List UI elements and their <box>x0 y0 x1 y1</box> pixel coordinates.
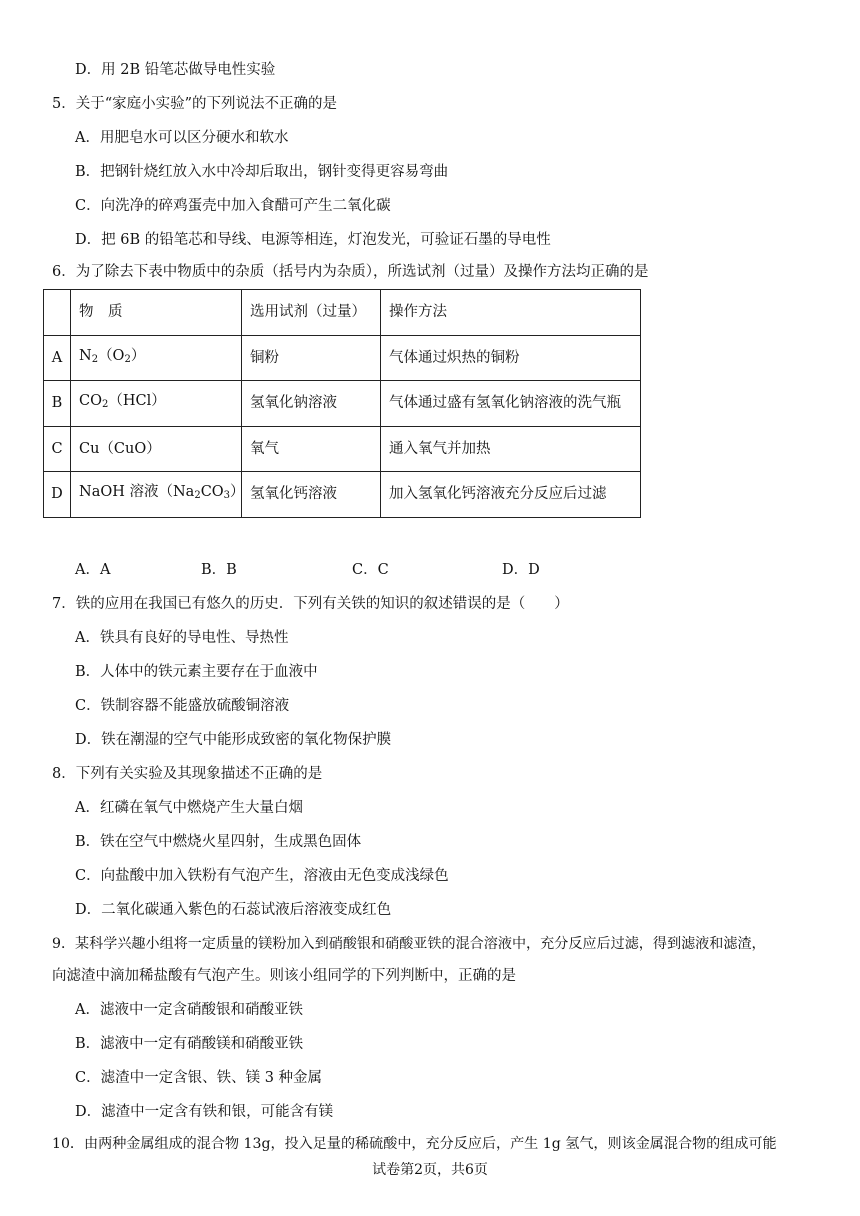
q9-option-a: A．滤液中一定含硝酸银和硝酸亚铁 <box>75 1002 303 1018</box>
table-header-method: 操作方法 <box>381 290 641 336</box>
q8-option-c: C．向盐酸中加入铁粉有气泡产生，溶液由无色变成浅绿色 <box>75 868 449 884</box>
row-reagent: 铜粉 <box>242 335 381 381</box>
row-reagent: 氧气 <box>242 426 381 472</box>
q10-stem: 10．由两种金属组成的混合物 13g，投入足量的稀硫酸中，充分反应后，产生 1g 氢气，则该金属混合物的组成可能 <box>52 1136 777 1152</box>
q6-answer-b: B．B <box>201 562 237 578</box>
table-row <box>44 472 641 518</box>
q5-option-a: A．用肥皂水可以区分硬水和软水 <box>75 130 289 146</box>
table-row <box>44 426 641 472</box>
q9-stem-line1: 9．某科学兴趣小组将一定质量的镁粉加入到硝酸银和硝酸亚铁的混合溶液中，充分反应后过滤，得到滤液和滤渣， <box>52 936 766 952</box>
q6-table <box>43 289 641 518</box>
q7-option-b: B．人体中的铁元素主要存在于血液中 <box>75 664 318 680</box>
q9-option-d: D．滤渣中一定含有铁和银，可能含有镁 <box>75 1104 334 1120</box>
q7-option-c: C．铁制容器不能盛放硫酸铜溶液 <box>75 698 290 714</box>
table-row <box>44 381 641 427</box>
q8-option-b: B．铁在空气中燃烧火星四射，生成黑色固体 <box>75 834 362 850</box>
row-id: A <box>44 335 71 381</box>
q7-option-a: A．铁具有良好的导电性、导热性 <box>75 630 289 646</box>
q6-answer-a: A．A <box>75 562 111 578</box>
q6-answer-c: C．C <box>352 562 389 578</box>
q5-stem: 5．关于“家庭小实验”的下列说法不正确的是 <box>52 96 338 112</box>
row-substance: NaOH 溶液$(Na_2CO_3)$ <box>71 472 242 518</box>
table-header-substance: 物 质 <box>71 290 242 336</box>
table-row <box>44 335 641 381</box>
q6-answer-d: D．D <box>502 562 540 578</box>
row-substance: Cu（CuO） <box>71 426 242 472</box>
q8-option-a: A．红磷在氧气中燃烧产生大量白烟 <box>75 800 303 816</box>
row-method: 气体通过盛有氢氧化钠溶液的洗气瓶 <box>381 381 641 427</box>
row-id: B <box>44 381 71 427</box>
row-substance: $N_2(O_2)$ <box>71 335 242 381</box>
row-method: 通入氧气并加热 <box>381 426 641 472</box>
page-footer: 试卷第2页，共6页 <box>372 1162 488 1178</box>
q5-option-b: B．把钢针烧红放入水中冷却后取出，钢针变得更容易弯曲 <box>75 164 449 180</box>
q5-option-d: D．把 6B 的铅笔芯和导线、电源等相连，灯泡发光，可验证石墨的导电性 <box>75 232 551 248</box>
row-method: 气体通过炽热的铜粉 <box>381 335 641 381</box>
row-id: D <box>44 472 71 518</box>
table-header-reagent: 选用试剂（过量） <box>242 290 381 336</box>
q5-option-c: C．向洗净的碎鸡蛋壳中加入食醋可产生二氧化碳 <box>75 198 391 214</box>
q8-stem: 8．下列有关实验及其现象描述不正确的是 <box>52 766 323 782</box>
table-header-row <box>44 290 641 336</box>
q4-option-d: D．用 2B 铅笔芯做导电性实验 <box>75 62 276 78</box>
row-id: C <box>44 426 71 472</box>
q7-option-d: D．铁在潮湿的空气中能形成致密的氧化物保护膜 <box>75 732 392 748</box>
q8-option-d: D．二氧化碳通入紫色的石蕊试液后溶液变成红色 <box>75 902 392 918</box>
q9-option-b: B．滤液中一定有硝酸镁和硝酸亚铁 <box>75 1036 304 1052</box>
table-header-index <box>44 290 71 336</box>
row-reagent: 氢氧化钙溶液 <box>242 472 381 518</box>
q7-stem: 7．铁的应用在我国已有悠久的历史．下列有关铁的知识的叙述错误的是（ ） <box>52 596 569 612</box>
q9-stem-line2: 向滤渣中滴加稀盐酸有气泡产生。则该小组同学的下列判断中，正确的是 <box>52 968 516 984</box>
q6-stem: 6．为了除去下表中物质中的杂质（括号内为杂质），所选试剂（过量）及操作方法均正确的是 <box>52 264 649 280</box>
q9-option-c: C．滤渣中一定含银、铁、镁 3 种金属 <box>75 1070 323 1086</box>
row-method: 加入氢氧化钙溶液充分反应后过滤 <box>381 472 641 518</box>
row-substance: $CO_2(HCl)$ <box>71 381 242 427</box>
row-reagent: 氢氧化钠溶液 <box>242 381 381 427</box>
